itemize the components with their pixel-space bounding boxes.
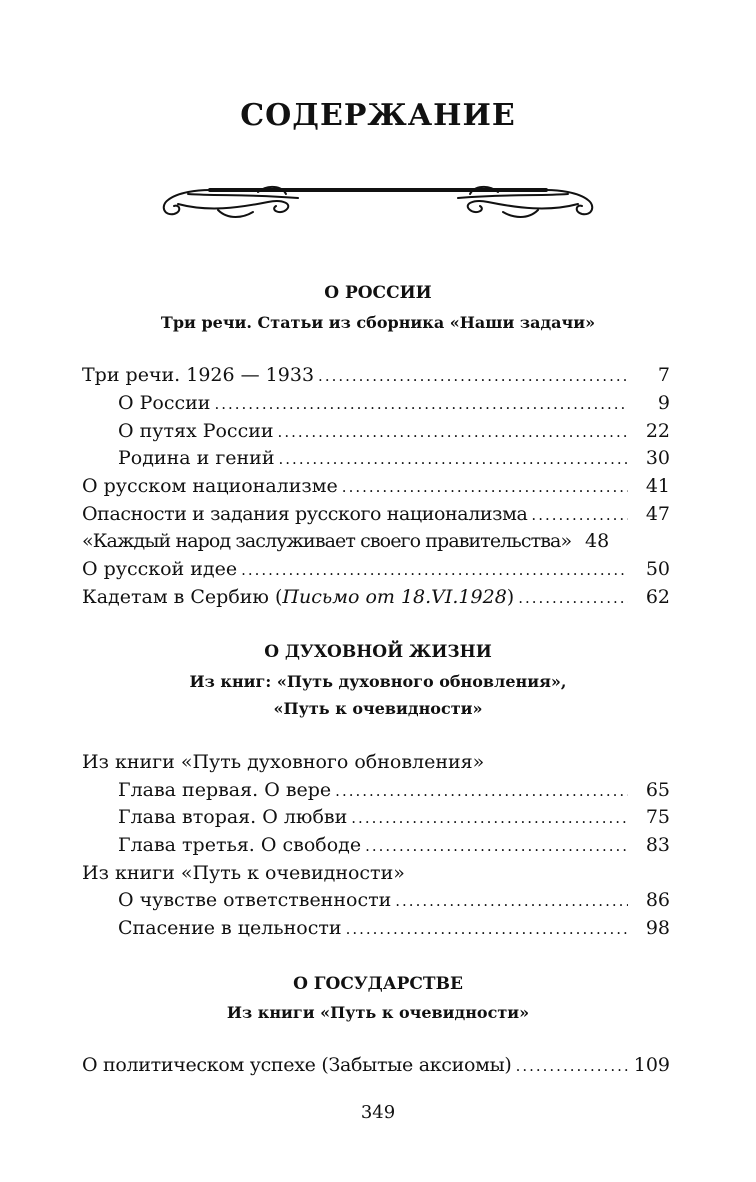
toc-entry (118, 779, 670, 807)
toc-entry-page: 48 (584, 530, 610, 552)
toc-entry (82, 1054, 670, 1082)
dot-leader (395, 892, 628, 910)
dot-leader (346, 920, 628, 938)
page-number: 349 (360, 1102, 396, 1123)
toc-entry-title: Глава третья. О свободе (118, 834, 362, 856)
section-heading: О ГОСУДАРСТВЕ (293, 974, 463, 994)
page-title: СОДЕРЖАНИЕ (240, 98, 516, 133)
dot-leader (351, 809, 628, 827)
toc-entry-title: Из книги «Путь к очевидности» (82, 862, 405, 884)
toc-entry-page: 41 (645, 475, 670, 497)
toc-entry-title: Опасности и задания русского национализма (82, 503, 528, 525)
toc-entry-title: Родина и гений (118, 447, 275, 469)
dot-leader (342, 478, 628, 496)
dot-leader (516, 1057, 628, 1075)
toc-entry-title: Глава вторая. О любви (118, 806, 348, 828)
toc-entry (82, 751, 670, 779)
toc-entry-title: О путях России (118, 420, 274, 442)
toc-entry-title: О России (118, 392, 211, 414)
toc-entry-title: О чувстве ответственности (118, 889, 392, 911)
toc-entry (82, 503, 670, 531)
toc-entry-page: 83 (645, 834, 670, 856)
dot-leader (278, 423, 628, 441)
section-heading: О РОССИИ (324, 283, 432, 303)
toc-entry-page: 86 (645, 889, 670, 911)
toc-entry-page: 98 (645, 917, 670, 939)
toc-entry-title: Из книги «Путь духовного обновления» (82, 751, 485, 773)
toc-entry (118, 917, 670, 945)
toc-entry-page: 9 (657, 392, 670, 414)
toc-entry-title-after: ) (506, 586, 515, 608)
dot-leader (518, 589, 628, 607)
ornament-divider-icon (158, 180, 598, 226)
toc-entry-page: 65 (645, 779, 670, 801)
toc-entry (82, 475, 670, 503)
toc-entry (118, 889, 670, 917)
toc-entry (118, 834, 670, 862)
dot-leader (318, 367, 628, 385)
toc-entry-title: О русской идее (82, 558, 238, 580)
toc-entry-title: «Каждый народ заслуживает своего правительства» (82, 530, 572, 552)
toc-entry-title: О политическом успехе (Забытые аксиомы) (82, 1054, 512, 1076)
section-subtitle: Три речи. Статьи из сборника «Наши задачи» (160, 313, 596, 332)
toc-entry (82, 862, 670, 890)
dot-leader (365, 837, 628, 855)
toc-entry-page: 109 (633, 1054, 670, 1076)
toc-entry-page: 7 (657, 364, 670, 386)
toc-entry-title: Спасение в цельности (118, 917, 342, 939)
dot-leader (531, 506, 628, 524)
toc-entry (82, 586, 670, 614)
toc-entry (118, 447, 670, 475)
toc-entry (118, 392, 670, 420)
dot-leader (241, 561, 628, 579)
toc-entry (118, 806, 670, 834)
dot-leader (279, 450, 628, 468)
toc-entry-page: 75 (645, 806, 670, 828)
toc-entry-title-italic: Письмо от 18.VI.1928 (282, 586, 507, 608)
toc-entry (82, 364, 670, 392)
dot-leader (214, 395, 628, 413)
toc-entry-title: Глава первая. О вере (118, 779, 332, 801)
toc-entry-title: Три речи. 1926 — 1933 (82, 364, 315, 386)
toc-entry-page: 30 (645, 447, 670, 469)
toc-entry (82, 558, 670, 586)
toc-entry-title (82, 586, 514, 608)
toc-entry-title-before: Кадетам в Сербию ( (82, 586, 283, 608)
section-subtitle: Из книги «Путь к очевидности» (226, 1003, 530, 1022)
section-subtitle: Из книг: «Путь духовного обновления», (189, 672, 567, 691)
toc-entry (118, 420, 670, 448)
section-subtitle: «Путь к очевидности» (273, 699, 483, 718)
toc-entry-page: 47 (645, 503, 670, 525)
toc-entry-title: О русском национализме (82, 475, 338, 497)
toc-entry (82, 530, 670, 558)
toc-entry-page: 62 (645, 586, 670, 608)
toc-entry-page: 22 (645, 420, 670, 442)
toc-entry-page: 50 (645, 558, 670, 580)
dot-leader (335, 782, 628, 800)
section-heading: О ДУХОВНОЙ ЖИЗНИ (264, 642, 492, 662)
